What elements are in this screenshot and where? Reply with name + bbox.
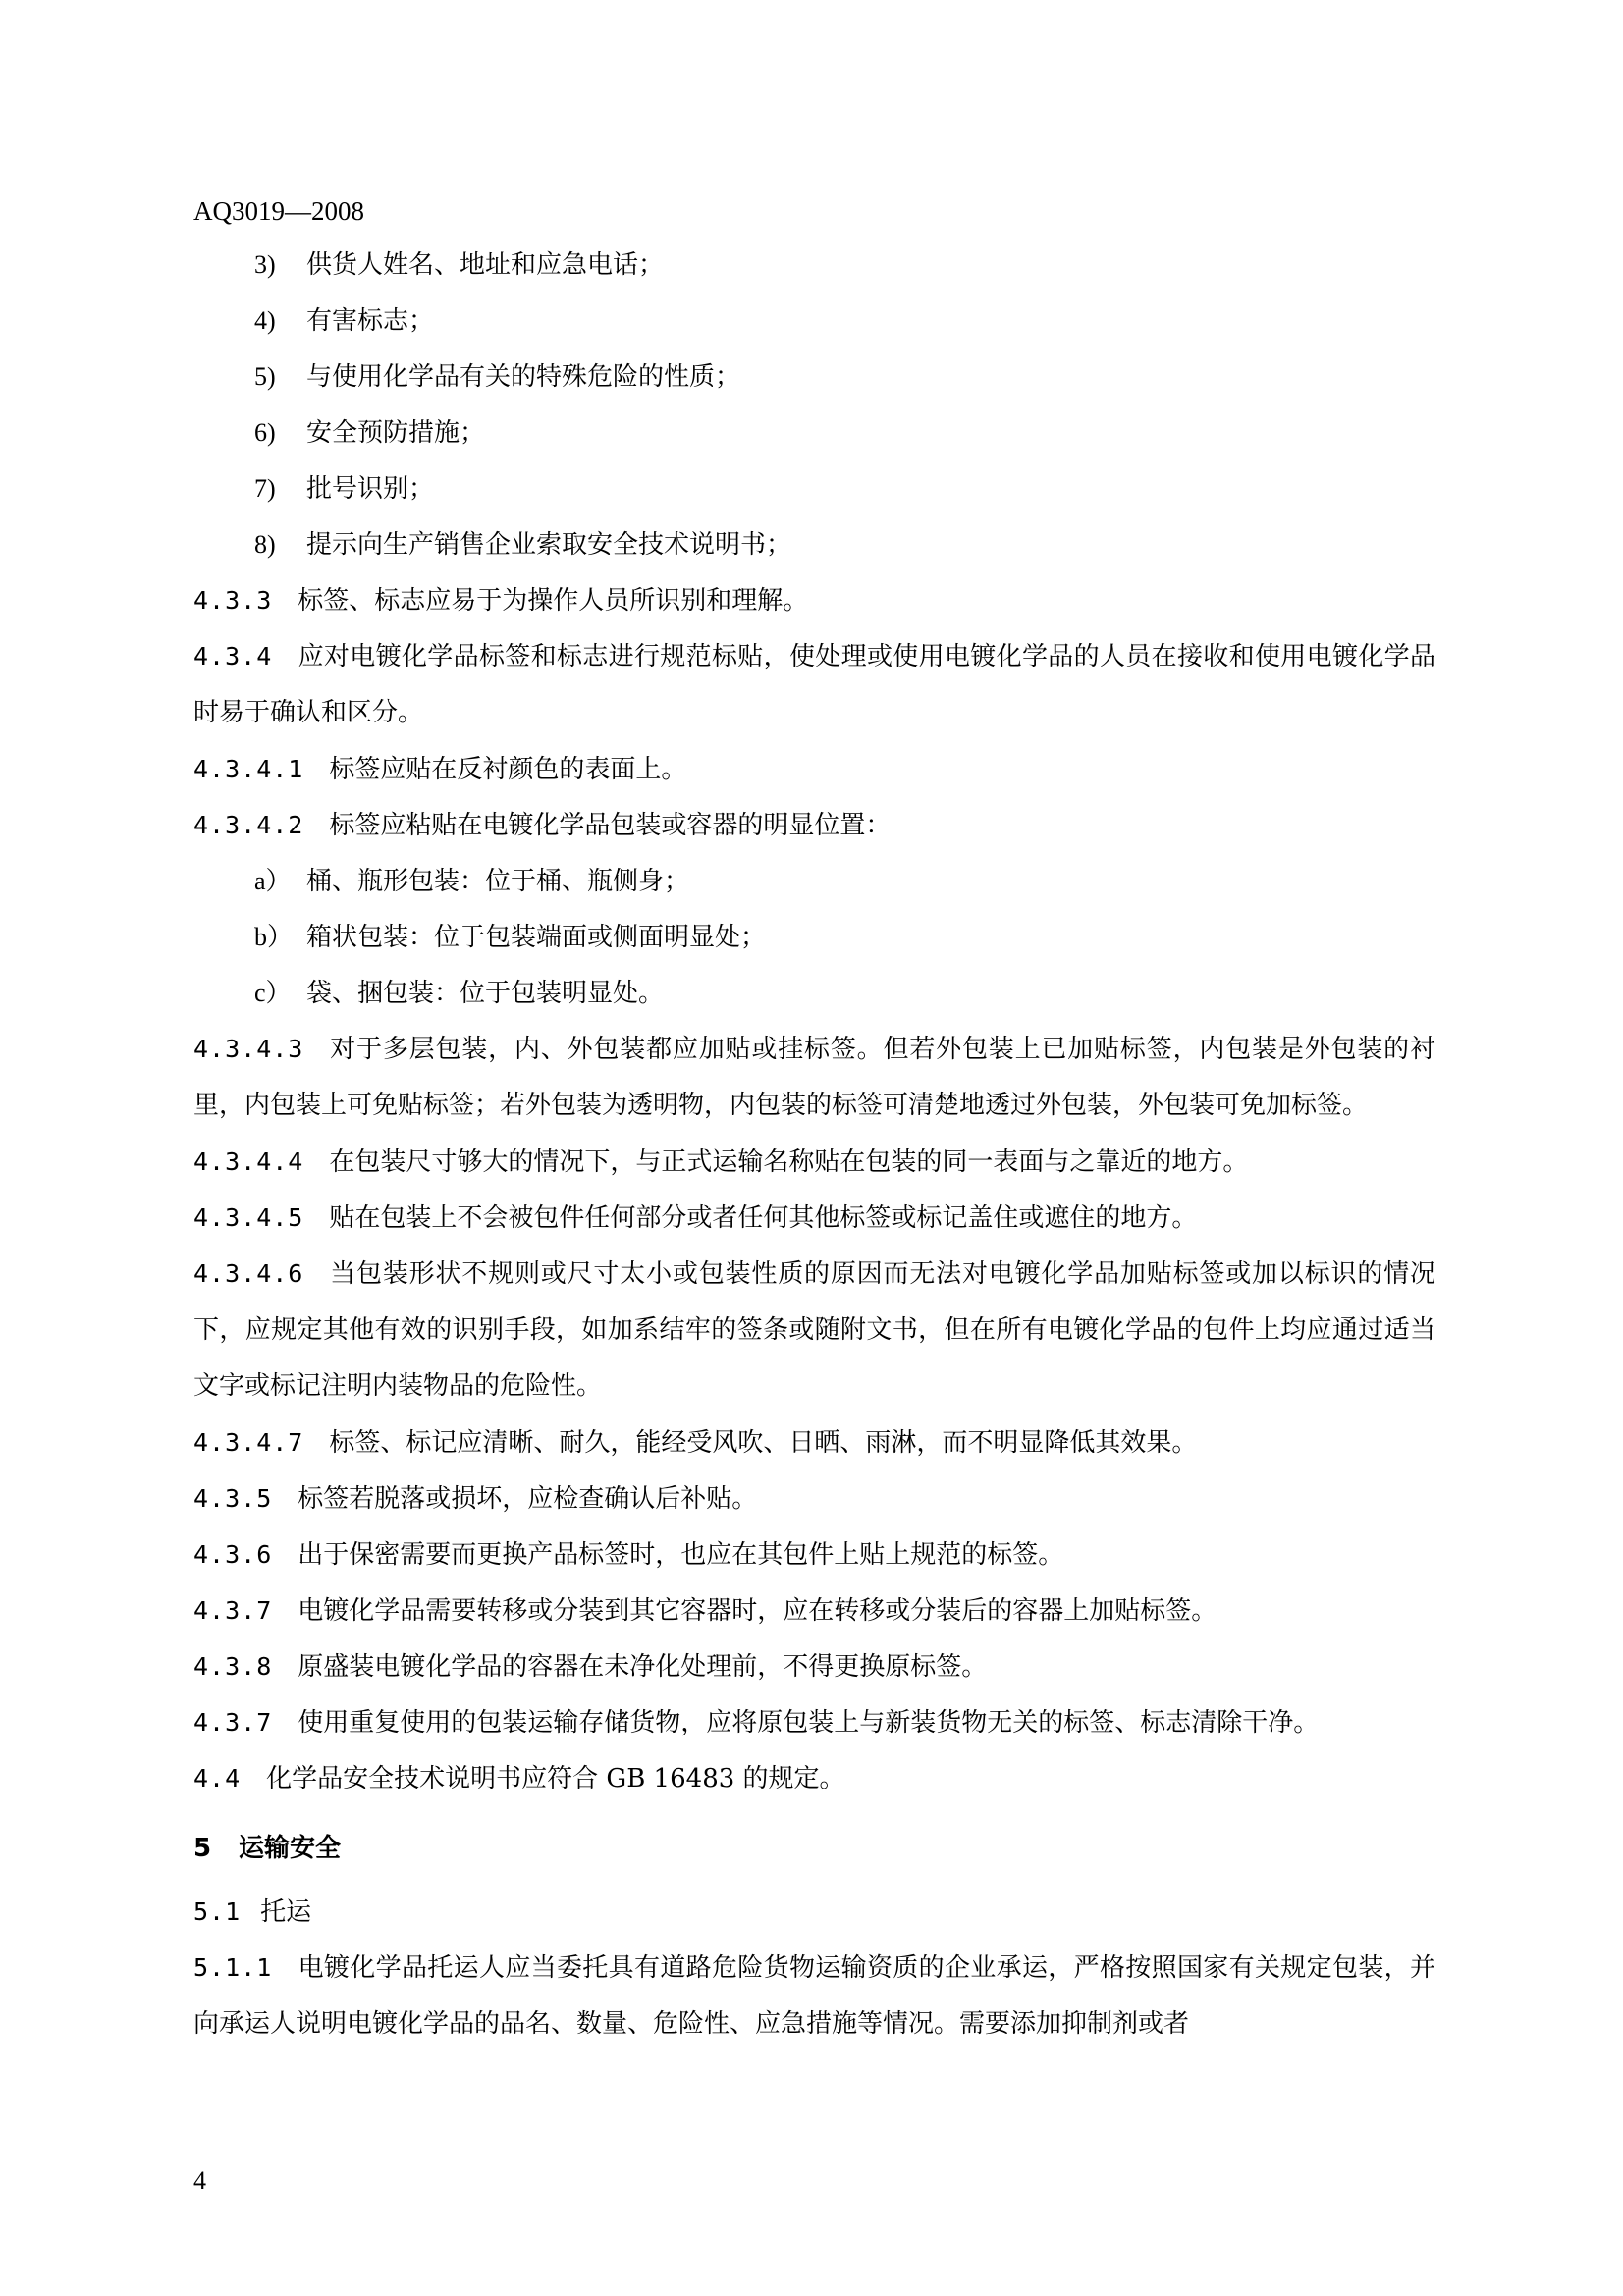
clause: [193, 1021, 1435, 1134]
list-text: 批号识别；: [306, 474, 435, 504]
section-heading: [193, 1828, 1435, 1864]
list-text: 有害标志；: [306, 306, 435, 336]
clause: [193, 628, 1435, 741]
clause: [193, 797, 1435, 853]
clause: [193, 1884, 1435, 1940]
list-text: 桶、瓶形包装：位于桶、瓶侧身；: [306, 867, 690, 896]
clause: [193, 1694, 1435, 1750]
clause: [193, 1750, 1435, 1806]
list-item: [193, 460, 1435, 516]
list-marker: 6): [254, 418, 276, 447]
list-marker: 8): [254, 530, 276, 559]
clause-number: 4.3.8: [193, 1652, 273, 1681]
list-text: 袋、捆包装：位于包装明显处。: [306, 979, 665, 1008]
clause-text: 标签应粘贴在电镀化学品包装或容器的明显位置：: [329, 811, 892, 840]
list-text: 与使用化学品有关的特殊危险的性质；: [306, 362, 741, 392]
clause: [193, 1526, 1435, 1582]
list-item: [193, 909, 1435, 965]
page-number: 4: [193, 2166, 206, 2195]
list-item: [193, 965, 1435, 1021]
clause-number: 4.3.7: [193, 1708, 273, 1736]
clause-number: 4.3.4.4: [193, 1148, 304, 1176]
clause: [193, 1638, 1435, 1694]
list-item: [193, 348, 1435, 404]
clause-number: 4.3.7: [193, 1596, 273, 1625]
clause-number: 4.3.4.3: [193, 1035, 304, 1063]
clause-text: 电镀化学品需要转移或分装到其它容器时，应在转移或分装后的容器上加贴标签。: [298, 1596, 1217, 1626]
clause-text: 标签、标记应清晰、耐久，能经受风吹、日晒、雨淋，而不明显降低其效果。: [329, 1428, 1198, 1458]
clause: [193, 1134, 1435, 1190]
list-text: 提示向生产销售企业索取安全技术说明书；: [306, 530, 792, 560]
list-item: [193, 293, 1435, 348]
clause-number: 4.3.4.6: [193, 1259, 304, 1288]
clause: [193, 1246, 1435, 1415]
list-text: 供货人姓名、地址和应急电话；: [306, 250, 665, 280]
clause-number: 4.3.4.1: [193, 755, 304, 783]
clause: [193, 1582, 1435, 1638]
list-item: [193, 237, 1435, 293]
clause-text: 当包装形状不规则或尺寸太小或包装性质的原因而无法对电镀化学品加贴标签或加以标识的情况下，应规定其他有效的识别手段，如加系结牢的签条或随附文书，但在所有电镀化学品的包件上均应通过适当文字或标记注明内装物品的危险性。: [193, 1259, 1435, 1401]
clause-text: 标签应贴在反衬颜色的表面上。: [329, 755, 687, 784]
list-marker: b）: [254, 923, 294, 951]
section-title: 运输安全: [239, 1834, 342, 1863]
clause-text: 托运: [260, 1897, 312, 1927]
clause-text: 电镀化学品托运人应当委托具有道路危险货物运输资质的企业承运，严格按照国家有关规定包装，并向承运人说明电镀化学品的品名、数量、危险性、应急措施等情况。需要添加抑制剂或者: [193, 1953, 1435, 2039]
list-item: [193, 853, 1435, 909]
clause-number: 4.3.4.7: [193, 1428, 304, 1457]
clause-text: 贴在包装上不会被包件任何部分或者任何其他标签或标记盖住或遮住的地方。: [329, 1203, 1198, 1233]
clause-text: 标签、标志应易于为操作人员所识别和理解。: [298, 586, 809, 615]
list-marker: 5): [254, 362, 276, 391]
list-item: [193, 516, 1435, 572]
clause-text: 原盛装电镀化学品的容器在未净化处理前，不得更换原标签。: [298, 1652, 988, 1682]
clause: [193, 1470, 1435, 1526]
clause-text: 出于保密需要而更换产品标签时，也应在其包件上贴上规范的标签。: [298, 1540, 1064, 1570]
clause-number: 5.1: [193, 1897, 242, 1926]
doc-header-code: AQ3019—2008: [193, 196, 364, 226]
clause-text: 使用重复使用的包装运输存储货物，应将原包装上与新装货物无关的标签、标志清除干净。: [298, 1708, 1320, 1737]
list-marker: 7): [254, 474, 276, 503]
clause-text: 应对电镀化学品标签和标志进行规范标贴，使处理或使用电镀化学品的人员在接收和使用电镀化学品时易于确认和区分。: [193, 642, 1435, 727]
list-marker: 3): [254, 250, 276, 279]
clause-text: 化学品安全技术说明书应符合 GB 16483 的规定。: [266, 1764, 845, 1793]
clause-number: 4.3.4: [193, 642, 273, 670]
clause-number: 4.3.3: [193, 586, 273, 614]
list-item: [193, 404, 1435, 460]
list-marker: a）: [254, 867, 292, 895]
clause: [193, 572, 1435, 628]
clause-number: 5.1.1: [193, 1953, 273, 1982]
document-body: [193, 237, 1435, 2053]
clause-text: 在包装尺寸够大的情况下，与正式运输名称贴在包装的同一表面与之靠近的地方。: [329, 1148, 1249, 1177]
clause-number: 4.3.4.2: [193, 811, 304, 839]
clause: [193, 741, 1435, 797]
clause-number: 4.3.4.5: [193, 1203, 304, 1232]
clause-number: 4.3.5: [193, 1484, 273, 1513]
list-marker: 4): [254, 306, 276, 335]
clause: [193, 1940, 1435, 2053]
clause-text: 对于多层包装，内、外包装都应加贴或挂标签。但若外包装上已加贴标签，内包装是外包装的衬里，内包装上可免贴标签；若外包装为透明物，内包装的标签可清楚地透过外包装，外包装可免加标签。: [193, 1035, 1435, 1120]
clause-text: 标签若脱落或损坏，应检查确认后补贴。: [298, 1484, 758, 1514]
list-text: 箱状包装：位于包装端面或侧面明显处；: [306, 923, 767, 952]
list-text: 安全预防措施；: [306, 418, 486, 448]
clause: [193, 1415, 1435, 1470]
clause-number: 4.4: [193, 1764, 242, 1792]
section-number: 5: [193, 1834, 212, 1863]
list-marker: c）: [254, 979, 292, 1007]
clause: [193, 1190, 1435, 1246]
clause-number: 4.3.6: [193, 1540, 273, 1569]
